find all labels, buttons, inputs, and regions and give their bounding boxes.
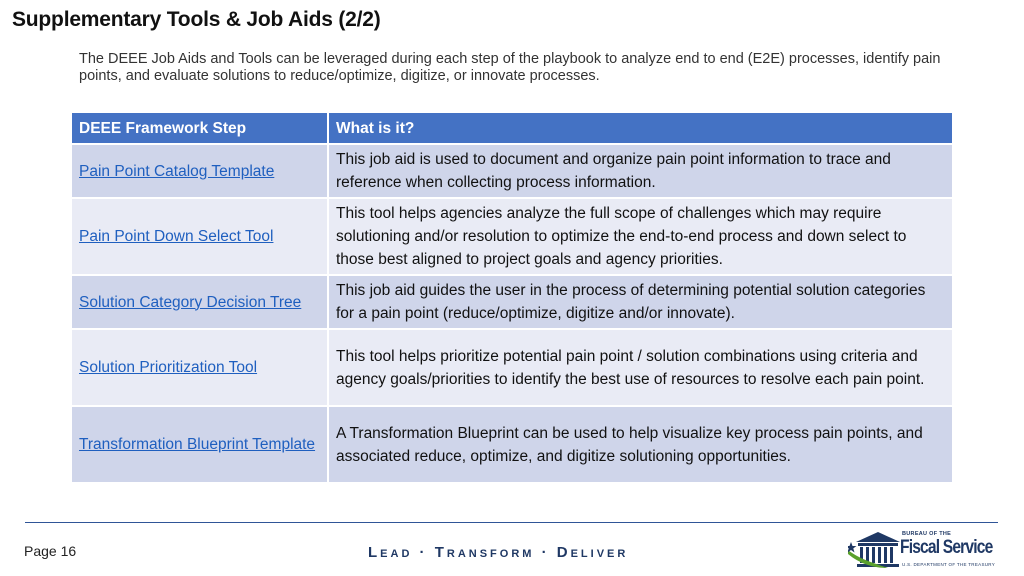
footer-tagline: Lead · Transform · Deliver xyxy=(368,544,629,561)
table-row xyxy=(71,144,953,198)
treasury-building-icon xyxy=(848,528,900,574)
page-number: Page 16 xyxy=(24,543,77,559)
header-what-is-it: What is it? xyxy=(328,112,953,144)
link-transformation-blueprint-template[interactable]: Transformation Blueprint Template xyxy=(79,436,316,453)
link-pain-point-catalog-template[interactable]: Pain Point Catalog Template xyxy=(79,162,275,180)
step-cell xyxy=(71,275,328,329)
step-cell xyxy=(71,329,328,406)
description-cell: This job aid is used to document and organize pain point information to trace and reference when collecting process information. xyxy=(328,144,953,198)
step-cell xyxy=(71,144,328,198)
page-title: Supplementary Tools & Job Aids (2/2) xyxy=(12,8,381,31)
logo-bureau-text: BUREAU OF THE xyxy=(902,531,952,537)
job-aids-table xyxy=(70,111,954,484)
header-framework-step: DEEE Framework Step xyxy=(71,112,328,144)
intro-text: The DEEE Job Aids and Tools can be leveraged during each step of the playbook to analyze end to end (E2E) processes, identify pain points, and evaluate solutions to reduce/optimize, digitize, or innovate processes. xyxy=(79,51,941,84)
step-cell xyxy=(71,198,328,275)
table-row xyxy=(71,275,953,329)
table-row xyxy=(71,198,953,275)
logo-treasury-text: U.S. DEPARTMENT OF THE TREASURY xyxy=(902,562,996,567)
link-solution-prioritization-tool[interactable]: Solution Prioritization Tool xyxy=(79,359,258,376)
table-header-row xyxy=(71,112,953,144)
description-cell: A Transformation Blueprint can be used to help visualize key process pain points, and associated reduce, optimize, and digitize solutioning opportunities. xyxy=(328,406,953,483)
logo-fiscal-service-text: Fiscal Service xyxy=(900,537,993,558)
description-cell: This job aid guides the user in the process of determining potential solution categories for a pain point (reduce/optimize, digitize and/or innovate). xyxy=(328,275,953,329)
link-solution-category-decision-tree[interactable]: Solution Category Decision Tree xyxy=(79,293,302,311)
table-row xyxy=(71,406,953,483)
description-cell: This tool helps prioritize potential pain point / solution combinations using criteria and agency goals/priorities to identify the best use of resources to resolve each pain point. xyxy=(328,329,953,406)
description-cell: This tool helps agencies analyze the full scope of challenges which may require solutioning and/or resolution to optimize the end-to-end process and down select to those best aligned to project goals and agency priorities. xyxy=(328,198,953,275)
step-cell xyxy=(71,406,328,483)
fiscal-service-logo xyxy=(848,526,998,574)
link-pain-point-down-select-tool[interactable]: Pain Point Down Select Tool xyxy=(79,228,274,245)
table-row xyxy=(71,329,953,406)
footer-divider xyxy=(25,522,998,523)
